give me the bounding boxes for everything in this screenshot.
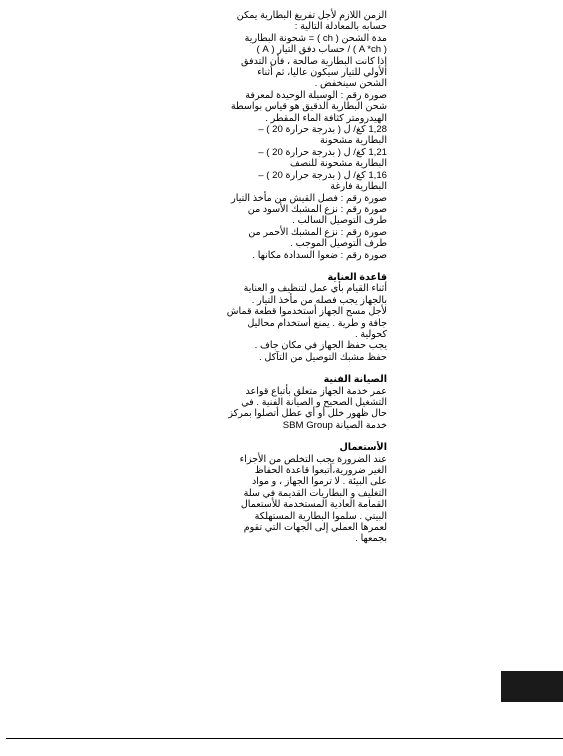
- text-line: على البيئة . لا ترموا الجهاز ، و مواد: [251, 476, 387, 488]
- text-line: حفظ مشبك التوصيل من التآكل .: [259, 351, 387, 363]
- text-line: جافة و طرية . يمنع أستخدام محاليل: [247, 317, 387, 329]
- manual-text-column: [155, 10, 387, 545]
- text-line: البطارية مشحونة: [319, 135, 387, 147]
- text-line: لعمرها العملي إلى الجهات التي تقوم: [243, 522, 387, 534]
- text-line: كحولية .: [354, 328, 387, 340]
- text-line: الهيدرومتر كثافة الماء المقطر .: [265, 112, 387, 124]
- text-line: عمر خدمة الجهاز متعلق بأتباع قواعد: [245, 385, 387, 397]
- text-line: خدمة الصيانة SBM Group: [282, 419, 387, 431]
- text-line: عند الضرورة يجب التخلص من الأجزاء: [239, 453, 387, 465]
- text-line: 1,28 كغ/ ل ( بدرجة حرارة 20 ) –: [258, 124, 387, 136]
- text-line: مدة الشحن ( ch ) = شحونة البطارية: [244, 32, 387, 44]
- text-line: بالجهاز يجب فصله من مأخذ التيار .: [251, 294, 387, 306]
- text-line: التغليف و البطاريات القديمة في سلة: [243, 487, 387, 499]
- paragraph-gap: [155, 363, 387, 374]
- footer-rule: [6, 738, 563, 739]
- text-line: بجمعها .: [355, 533, 387, 545]
- paragraph-gap: [155, 431, 387, 442]
- text-line: الأولي للتيار سيكون عاليا، ثم أثناء: [257, 67, 387, 79]
- section-heading: الصيانة الفنية: [323, 374, 387, 386]
- text-line: يجب حفظ الجهاز في مكان جاف .: [254, 340, 387, 352]
- paragraph-gap: [155, 261, 387, 272]
- text-line: الغير ضرورية،أتبعوا قاعدة الحفاظ: [254, 465, 387, 477]
- text-line: صورة رقم : الوسيلة الوحيدة لمعرفة: [245, 89, 387, 101]
- text-line: التشغيل الصحيح و الصيانة الفنية . في: [241, 397, 387, 408]
- text-line: صورة رقم : نزع المشبك الأحمر من: [248, 226, 387, 238]
- text-line: شحن البطارية الدقيق هو قياس بواسطة: [230, 101, 387, 113]
- text-line: صورة رقم : ضعوا السدادة مكانها .: [252, 249, 387, 261]
- text-line: طرف التوصيل السالب .: [292, 215, 387, 227]
- text-line: إذا كانت البطارية صالحة ، فأن التدفق: [241, 55, 387, 67]
- text-line: لأجل مسح الجهاز أستخدموا قطعة قماش: [226, 306, 387, 318]
- text-line: حال ظهور خلل أو أي عطل أتصلوا بمركز: [228, 408, 387, 420]
- text-line: البطارية فارغة: [330, 181, 387, 193]
- text-line: حسابه بالمعادلة التالية :: [294, 21, 387, 33]
- text-line: ( A *ch ) / حساب دفق التيار ( A ): [256, 44, 387, 56]
- page-edge-tab: [501, 671, 563, 702]
- text-line: صورة رقم : فصل القيش من مأخذ التيار: [231, 192, 387, 204]
- text-line: 1,16 كغ/ ل ( بدرجة حرارة 20 ) –: [258, 169, 387, 181]
- text-line: البطارية مشحونة للنصف: [290, 158, 387, 170]
- text-line: البيتي . سلموا البطارية المستهلكة: [254, 510, 387, 522]
- text-line: صورة رقم : نزع المشبك الأسود من: [247, 203, 387, 215]
- text-line: الزمن اللازم لأجل تفريغ البطارية يمكن: [236, 10, 387, 21]
- text-line: طرف التوصيل الموجب .: [290, 238, 387, 250]
- section-heading: الأستعمال: [339, 442, 387, 454]
- text-line: القمامة العادية المستخدمة للأستعمال: [240, 499, 387, 511]
- section-heading: قاعدة العناية: [327, 271, 387, 283]
- text-line: الشحن سينخفض .: [314, 78, 387, 90]
- text-line: 1,21 كغ/ ل ( بدرجة حرارة 20 ) –: [258, 146, 387, 158]
- text-line: أثناء القيام بأي عمل لتنظيف و العناية: [243, 283, 387, 295]
